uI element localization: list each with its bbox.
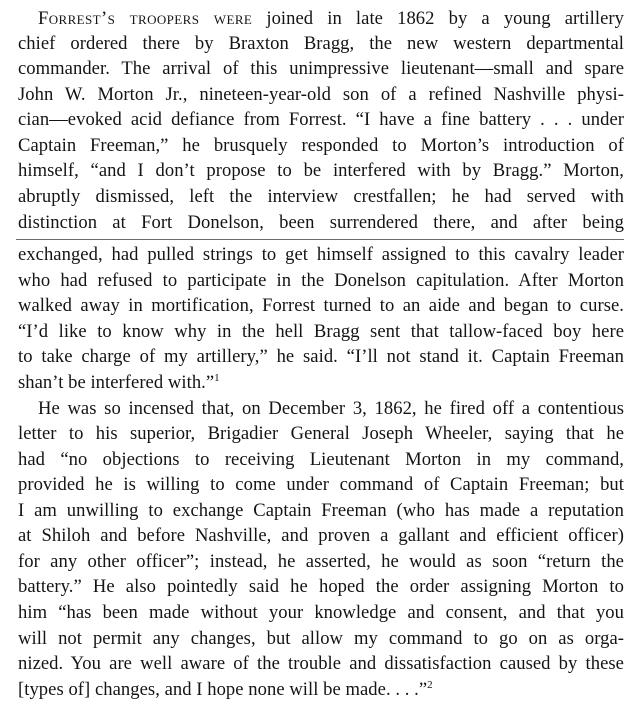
text-line: who had refused to participate in the Donelson capitulation. After Morton	[18, 270, 624, 291]
footnote-marker: 1	[214, 371, 220, 384]
text-line: had “no objections to receiving Lieutenant Morton in my command,	[18, 449, 624, 470]
page-seam-divider	[16, 239, 624, 240]
text-line: chief ordered there by Braxton Bragg, the new western departmental	[18, 33, 624, 54]
text-line: Forrest’s troopers were joined in late 1862 by a young artillery	[38, 8, 624, 29]
text-line: “I’d like to know why in the hell Bragg sent that tallow-faced boy here	[18, 321, 624, 342]
text-line: himself, “and I don’t propose to be interfered with by Bragg.” Morton,	[18, 160, 624, 181]
text-line: will not permit any changes, but allow my command to go on as orga-	[18, 628, 624, 649]
text-line: cian—evoked acid defiance from Forrest. “I have a fine battery . . . under	[18, 109, 624, 130]
text-line: for any other officer”; instead, he asserted, he would as soon “return the	[18, 551, 624, 572]
text-line: to take charge of my artillery,” he said. “I’ll not stand it. Captain Freeman	[18, 346, 624, 367]
footnote-marker: 2	[427, 678, 433, 691]
text-line: walked away in mortification, Forrest turned to an aide and began to curse.	[18, 295, 624, 316]
text-line: distinction at Fort Donelson, been surrendered there, and after being	[18, 212, 624, 233]
text-line: letter to his superior, Brigadier General Joseph Wheeler, saying that he	[18, 423, 624, 444]
text-line: provided he is willing to come under command of Captain Freeman; but	[18, 474, 624, 495]
text-line: at Shiloh and before Nashville, and proven a gallant and efficient officer)	[18, 525, 624, 546]
text-line: [types of] changes, and I hope none will be made. . . .”$^2$	[18, 678, 433, 700]
text-line: him “has been made without your knowledge and consent, and that you	[18, 602, 624, 623]
text-line: nized. You are well aware of the trouble and dissatisfaction caused by these	[18, 653, 624, 674]
text-line: abruptly dismissed, left the interview crestfallen; he had served with	[18, 186, 624, 207]
text-line: commander. The arrival of this unimpressive lieutenant—small and spare	[18, 58, 624, 79]
text-line: I am unwilling to exchange Captain Freeman (who has made a reputation	[18, 500, 624, 521]
text-line: John W. Morton Jr., nineteen-year-old son of a refined Nashville physi-	[18, 84, 624, 105]
small-caps-lead: Forrest’s troopers were	[38, 8, 253, 29]
text-line: shan’t be interfered with.”$^1$	[18, 371, 220, 393]
text-line: He was so incensed that, on December 3, 1862, he fired off a contentious	[38, 398, 624, 419]
text-line: battery.” He also pointedly said he hoped the order assigning Morton to	[18, 576, 624, 597]
text-line: Captain Freeman,” he brusquely responded to Morton’s introduction of	[18, 135, 624, 156]
text-line: exchanged, had pulled strings to get himself assigned to this cavalry leader	[18, 244, 624, 265]
